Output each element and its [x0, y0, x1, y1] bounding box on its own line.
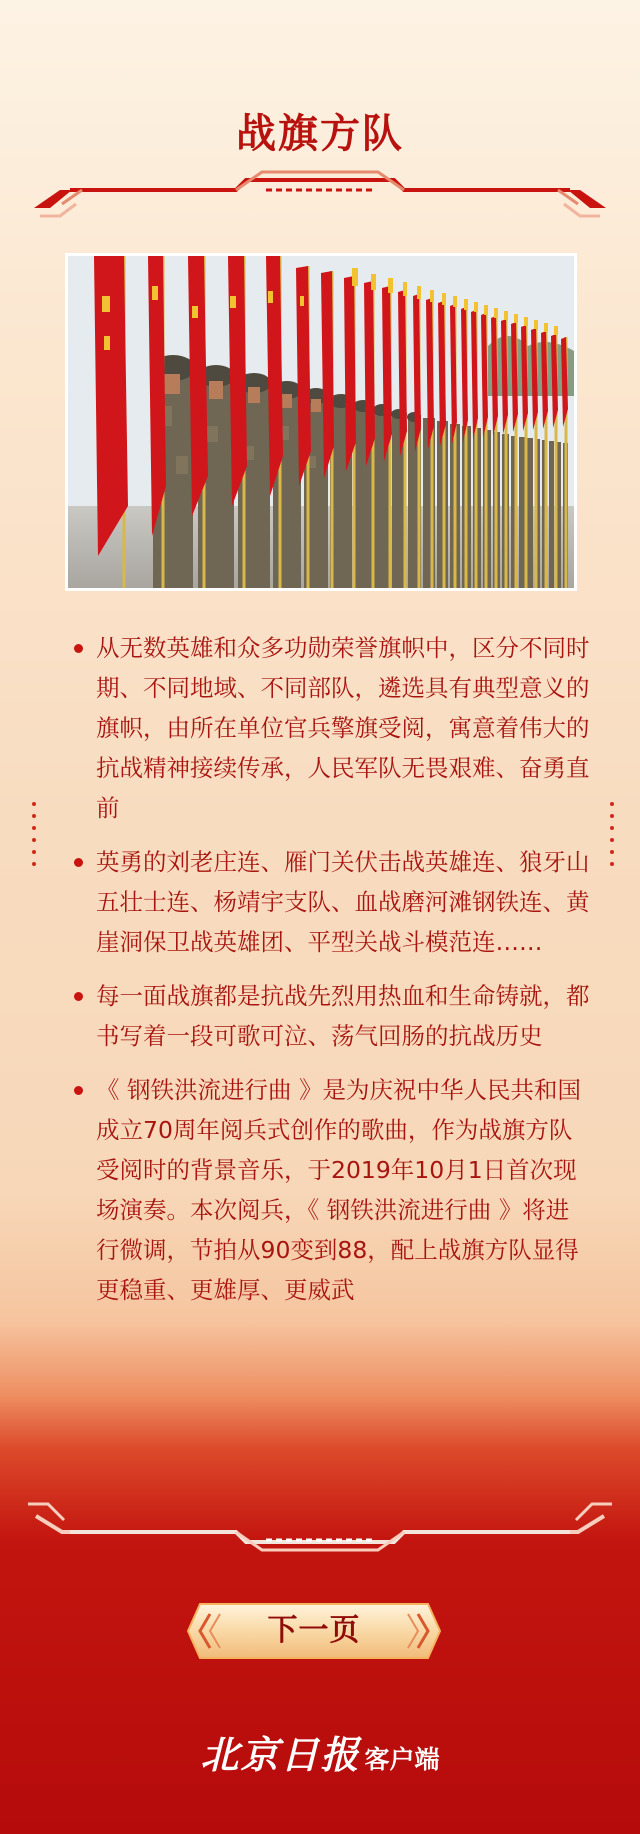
list-item — [72, 628, 592, 828]
paragraph-text: 每一面战旗都是抗战先烈用热血和生命铸就，都书写着一段可歌可泣、荡气回肠的抗战历史 — [96, 982, 590, 1050]
list-item — [72, 842, 592, 962]
paragraph-text: 从无数英雄和众多功勋荣誉旗帜中，区分不同时期、不同地域、不同部队，遴选具有典型意义的旗帜，由所在单位官兵擎旗受阅，寓意着伟大的抗战精神接续传承，人民军队无畏艰难、奋勇直前 — [96, 634, 590, 822]
right-side-dots — [610, 802, 614, 874]
left-side-dots — [32, 802, 36, 874]
paragraph-text: 《 钢铁洪流进行曲 》是为庆祝中华人民共和国成立70周年阅兵式创作的歌曲，作为战旗方队受阅时的背景音乐，于2019年10月1日首次现场演奏。本次阅兵，《 钢铁洪流进行曲 》将进行微调，节拍从90变到88，配上战旗方队显得更稳重、更雄厚、更威武 — [96, 1076, 581, 1304]
bullet-dot — [74, 1086, 83, 1095]
footer-frame-decoration — [0, 1492, 640, 1562]
battle-flags-photo — [65, 253, 577, 591]
page-title: 战旗方队 — [236, 111, 404, 157]
bullet-dot — [74, 644, 83, 653]
brand-footer — [0, 1724, 640, 1779]
list-item — [72, 976, 592, 1056]
header-frame-decoration — [0, 160, 640, 240]
paragraph-text: 英勇的刘老庄连、雁门关伏击战英雄连、狼牙山五壮士连、杨靖宇支队、血战磨河滩钢铁连、黄崖洞保卫战英雄团、平型关战斗模范连…… — [96, 848, 590, 956]
brand-logo: 北京日报 — [200, 1732, 361, 1777]
bullet-dot — [74, 858, 83, 867]
next-page-label: 下一页 — [267, 1613, 361, 1648]
next-page-button[interactable] — [186, 1602, 442, 1660]
brand-suffix: 客户端 — [364, 1745, 440, 1774]
bullet-dot — [74, 992, 83, 1001]
list-item — [72, 1070, 592, 1310]
content-list — [72, 628, 592, 1324]
flag-bearers-illustration — [68, 256, 574, 588]
